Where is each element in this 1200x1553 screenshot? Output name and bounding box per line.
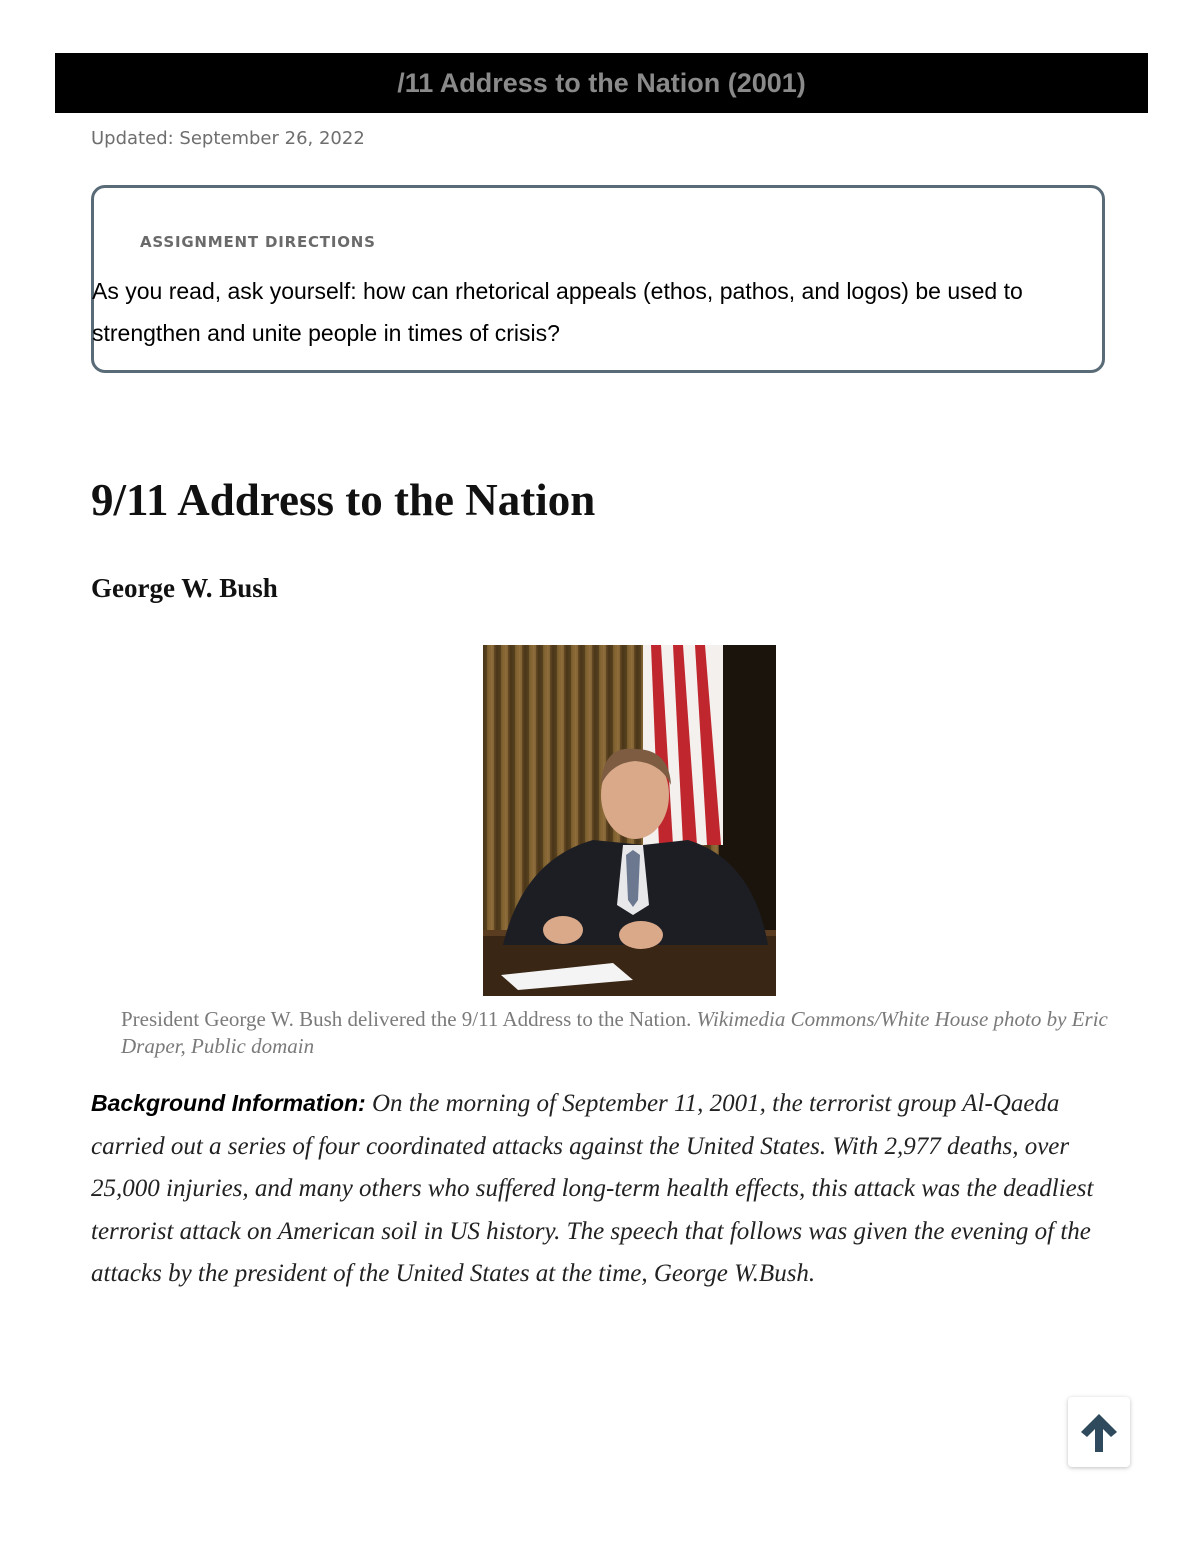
background-label: Background Information:	[91, 1090, 366, 1116]
assignment-directions-text: As you read, ask yourself: how can rhetorical appeals (ethos, pathos, and logos) be used to strengthen and unite people in times of crisis?	[92, 278, 1023, 346]
document-title: /11 Address to the Nation (2001)	[397, 67, 806, 98]
president-photo	[483, 645, 776, 996]
background-information	[91, 1082, 1101, 1296]
photo-credit: Wikimedia Commons/White House photo by Eric Draper, Public domain	[121, 1007, 1108, 1058]
back-to-top-button[interactable]	[1068, 1397, 1130, 1467]
article-title: 9/11 Address to the Nation	[91, 475, 596, 525]
updated-date: Updated: September 26, 2022	[91, 128, 365, 149]
assignment-directions-box	[91, 185, 1105, 373]
photo-caption	[121, 1006, 1131, 1060]
background-text: On the morning of September 11, 2001, the terrorist group Al-Qaeda carried out a series of four coordinated attacks against the United States. With 2,977 deaths, over 25,000 injuries, and many others who suffered long-term health effects, this attack was the deadliest terrorist attack on American soil in US history. The speech that follows was given the evening of the attacks by the president of the United States at the time, George W.Bush.	[91, 1090, 1094, 1287]
arrow-up-icon	[1077, 1410, 1121, 1454]
article-author: George W. Bush	[91, 573, 278, 603]
photo-caption-text: President George W. Bush delivered the 9/11 Address to the Nation.	[121, 1007, 692, 1031]
document-title-bar	[55, 53, 1148, 113]
assignment-directions-label: ASSIGNMENT DIRECTIONS	[140, 233, 376, 251]
